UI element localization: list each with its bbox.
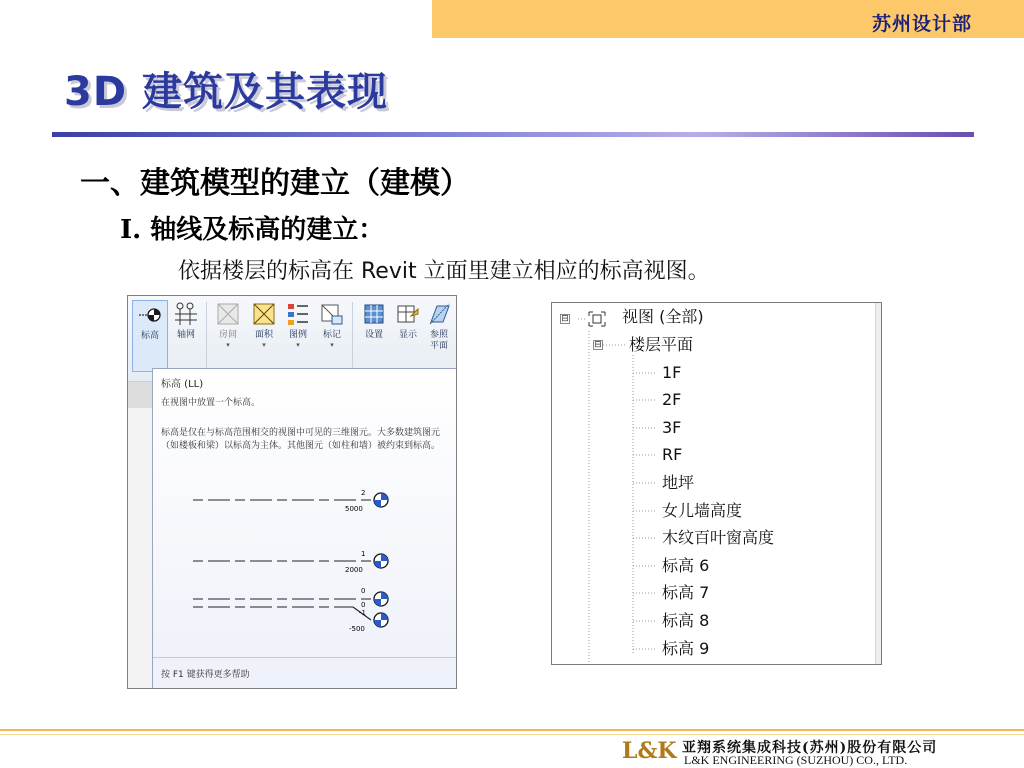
ref-plane-button[interactable] [422, 300, 456, 372]
tag-button[interactable] [314, 300, 350, 372]
grid-icon [174, 302, 198, 326]
ribbon-separator [352, 302, 353, 376]
level-0-num: 0 [361, 587, 366, 595]
footer-rule [0, 729, 1024, 731]
company-name-cn: 亚翔系统集成科技(苏州)股份有限公司 [682, 740, 938, 756]
logo-text: L&K [622, 738, 677, 764]
level-minus1-num: -1 [359, 609, 366, 617]
tooltip-description: 标高是仅在与标高范围相交的视图中可见的三维图元。大多数建筑图元（如楼板和梁）以标高为主体。其他图元（如柱和墙）被约束到标高。 [161, 428, 441, 451]
tree-item-level-6[interactable]: 标高 6 [662, 556, 710, 575]
tree-item-louver-height[interactable]: 木纹百叶窗高度 [662, 528, 775, 547]
area-button[interactable] [246, 300, 282, 372]
area-icon [252, 302, 276, 326]
title-underline [52, 132, 974, 137]
tree-item-3f[interactable]: 3F [662, 418, 682, 437]
ribbon-left-strip [128, 382, 152, 689]
show-button[interactable] [390, 300, 426, 372]
department-label: 苏州设计部 [871, 13, 972, 35]
legend-button-label: 图例 [288, 330, 307, 340]
level-line-2 [193, 489, 388, 513]
legend-icon [286, 302, 310, 326]
grid-button-label: 轴网 [176, 330, 195, 340]
tree-item-level-7[interactable]: 标高 7 [662, 583, 710, 602]
legend-dropdown-arrow: ▾ [296, 341, 300, 349]
tree-item-1f[interactable]: 1F [662, 363, 682, 382]
body-text [178, 254, 710, 285]
level-diagram [193, 487, 433, 647]
ribbon-separator [206, 302, 207, 376]
heading-1: 一、建筑模型的建立（建模） [80, 166, 470, 201]
ref-plane-icon [427, 302, 451, 326]
tag-button-label: 标记 [322, 330, 341, 340]
level-2-num: 2 [361, 489, 366, 497]
level-line-1 [193, 550, 388, 574]
level-0-elev: 0 [361, 601, 366, 609]
project-browser-tree [551, 302, 882, 665]
footer-rule-thin [0, 734, 1024, 735]
room-button[interactable] [210, 300, 246, 372]
level-line-minus1 [193, 607, 388, 633]
room-icon [216, 302, 240, 326]
views-collapse-toggle[interactable]: ⊟ [561, 314, 569, 324]
room-dropdown-arrow: ▾ [226, 341, 230, 349]
views-icon [588, 311, 606, 327]
company-name-en: L&K ENGINEERING (SUZHOU) CO., LTD. [684, 753, 908, 767]
body-text-revit: Revit [361, 259, 417, 284]
tree-root-views[interactable]: 视图 (全部) [622, 307, 704, 326]
level-1-num: 1 [361, 550, 366, 558]
set-button-label: 设置 [364, 330, 383, 340]
level-1-elev: 2000 [345, 566, 363, 574]
tree-item-level-8[interactable]: 标高 8 [662, 611, 710, 630]
body-text-part1: 依据楼层的标高在 [178, 259, 361, 284]
tree-item-2f[interactable]: 2F [662, 390, 682, 409]
ref-plane-button-label: 参照平面 [429, 330, 448, 351]
room-button-label: 房间 [218, 330, 237, 340]
level-button-label: 标高 [140, 331, 159, 341]
company-logo [622, 738, 676, 764]
level-button[interactable] [132, 300, 168, 372]
revit-ribbon-screenshot [127, 295, 457, 689]
slide-title: 3D 建筑及其表现 [64, 69, 388, 115]
tooltip-help-hint: 按 F1 键获得更多帮助 [161, 670, 250, 680]
show-icon [396, 302, 420, 326]
legend-button[interactable] [280, 300, 316, 372]
floor-plans-collapse-toggle[interactable]: ⊟ [594, 340, 602, 350]
tag-icon [320, 302, 344, 326]
area-button-label: 面积 [254, 330, 273, 340]
level-minus1-elev: -500 [349, 625, 365, 633]
body-text-part2: 立面里建立相应的标高视图。 [416, 259, 710, 284]
tooltip-title: 标高 (LL) [161, 379, 204, 390]
tree-item-parapet-height[interactable]: 女儿墙高度 [662, 501, 743, 520]
tree-item-ground[interactable]: 地坪 [662, 473, 695, 492]
top-banner [432, 0, 1024, 38]
tree-scrollbar[interactable] [875, 303, 881, 664]
tree-connector-lines [552, 303, 882, 665]
set-button[interactable] [356, 300, 392, 372]
tooltip-summary: 在视图中放置一个标高。 [161, 398, 261, 408]
heading-2: Ⅰ. 轴线及标高的建立： [120, 215, 385, 245]
tag-dropdown-arrow: ▾ [330, 341, 334, 349]
tree-item-rf[interactable]: RF [662, 445, 683, 464]
level-line-0 [193, 587, 388, 609]
tree-group-floor-plans[interactable]: 楼层平面 [629, 335, 694, 354]
grid-button[interactable] [168, 300, 204, 372]
level-icon [138, 303, 162, 327]
level-2-elev: 5000 [345, 505, 363, 513]
area-dropdown-arrow: ▾ [262, 341, 266, 349]
ribbon-left-strip-shade [128, 382, 152, 408]
level-tooltip [152, 368, 457, 689]
tooltip-divider [153, 657, 457, 658]
tree-item-level-9[interactable]: 标高 9 [662, 639, 710, 658]
show-button-label: 显示 [398, 330, 417, 340]
set-icon [362, 302, 386, 326]
